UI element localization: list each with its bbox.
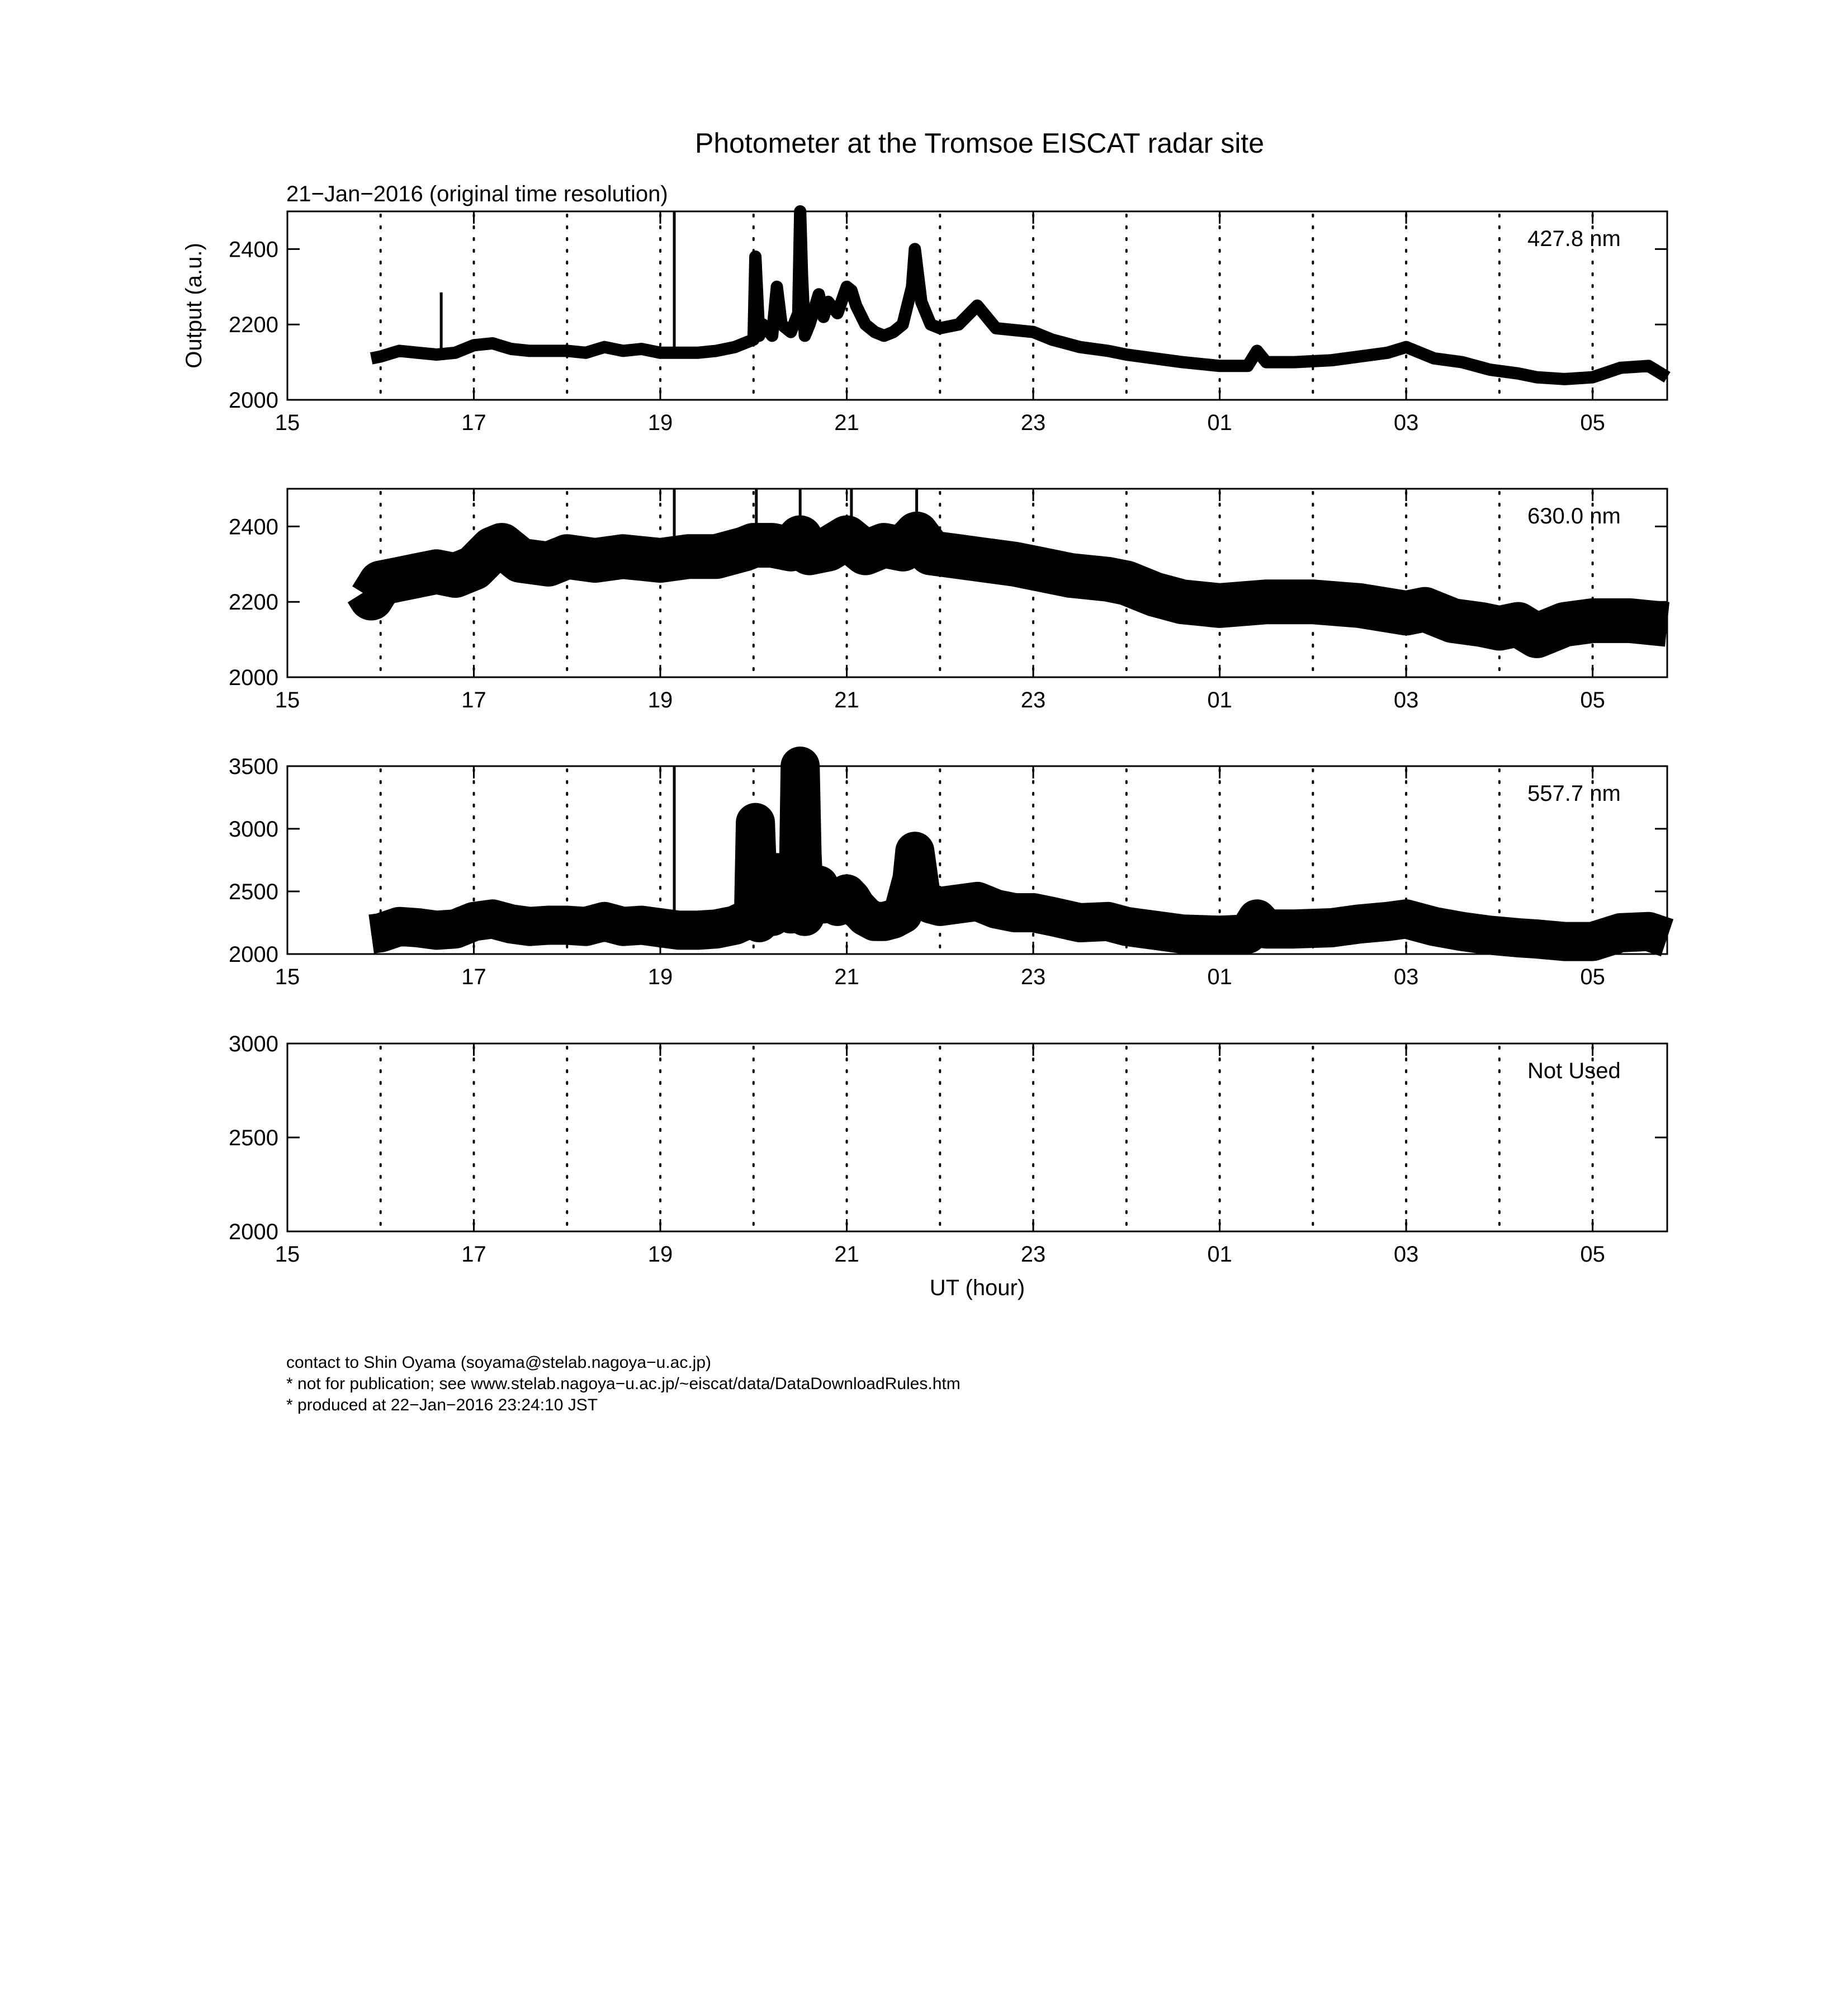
panel-label: Not Used xyxy=(1527,1059,1621,1083)
x-tick-label: 23 xyxy=(1020,965,1046,989)
x-tick-label: 03 xyxy=(1393,965,1419,989)
x-tick-label: 17 xyxy=(461,965,486,989)
x-tick-label: 21 xyxy=(834,965,859,989)
x-tick-label: 17 xyxy=(461,688,486,712)
chart-title: Photometer at the Tromsoe EISCAT radar site xyxy=(694,128,1265,159)
panel-label: 557.7 nm xyxy=(1527,781,1621,806)
y-tick-label: 3000 xyxy=(229,1032,278,1056)
series-line xyxy=(367,534,1667,636)
x-tick-label: 21 xyxy=(834,410,859,435)
chart-subtitle: 21−Jan−2016 (original time resolution) xyxy=(286,182,668,206)
x-tick-label: 21 xyxy=(834,1242,859,1267)
y-tick-label: 2400 xyxy=(229,514,278,540)
x-tick-label: 05 xyxy=(1580,965,1605,989)
y-tick-label: 2200 xyxy=(229,590,278,615)
series-line xyxy=(371,766,1667,942)
x-tick-label: 05 xyxy=(1580,688,1605,712)
x-tick-label: 01 xyxy=(1207,965,1232,989)
y-tick-label: 2200 xyxy=(229,313,278,338)
y-tick-label: 2000 xyxy=(229,942,278,967)
panel-1 xyxy=(182,211,1667,435)
x-tick-label: 15 xyxy=(275,410,300,435)
x-tick-label: 01 xyxy=(1207,410,1232,435)
x-tick-label: 03 xyxy=(1393,1242,1419,1267)
x-tick-label: 17 xyxy=(461,410,486,435)
panel-label: 630.0 nm xyxy=(1527,504,1621,528)
y-tick-label: 2500 xyxy=(229,1126,278,1150)
axes-frame xyxy=(287,1044,1667,1231)
x-tick-label: 19 xyxy=(647,410,673,435)
x-tick-label: 01 xyxy=(1207,688,1232,712)
x-tick-label: 19 xyxy=(647,965,673,989)
panel-3 xyxy=(229,754,1667,989)
x-tick-label: 19 xyxy=(647,1242,673,1267)
x-tick-label: 23 xyxy=(1020,688,1046,712)
x-tick-label: 15 xyxy=(275,688,300,712)
x-tick-label: 05 xyxy=(1580,410,1605,435)
y-tick-label: 2000 xyxy=(229,1220,278,1244)
panel-4 xyxy=(229,1032,1667,1300)
x-tick-label: 23 xyxy=(1020,410,1046,435)
x-tick-label: 17 xyxy=(461,1242,486,1267)
x-tick-label: 15 xyxy=(275,1242,300,1267)
x-tick-label: 19 xyxy=(647,688,673,712)
x-tick-label: 23 xyxy=(1020,1242,1046,1267)
y-tick-label: 3000 xyxy=(229,817,278,842)
x-axis-label: UT (hour) xyxy=(929,1276,1025,1300)
x-tick-label: 03 xyxy=(1393,410,1419,435)
y-tick-label: 2400 xyxy=(229,237,278,262)
panels xyxy=(182,211,1667,1300)
x-tick-label: 01 xyxy=(1207,1242,1232,1267)
footer-produced: * produced at 22−Jan−2016 23:24:10 JST xyxy=(286,1396,598,1414)
panel-label: 427.8 nm xyxy=(1527,226,1621,251)
x-tick-label: 15 xyxy=(275,965,300,989)
y-axis-label: Output (a.u.) xyxy=(182,243,206,369)
footer-rules: * not for publication; see www.stelab.nagoya−u.ac.jp/~eiscat/data/DataDownloadRules.htm xyxy=(286,1375,961,1393)
y-tick-label: 2500 xyxy=(229,880,278,904)
x-tick-label: 03 xyxy=(1393,688,1419,712)
panel-2 xyxy=(229,489,1667,712)
y-tick-label: 3500 xyxy=(229,754,278,779)
y-tick-label: 2000 xyxy=(229,665,278,690)
series-line xyxy=(371,211,1667,379)
y-tick-label: 2000 xyxy=(229,388,278,413)
axes-frame xyxy=(287,489,1667,677)
footer-contact: contact to Shin Oyama (soyama@stelab.nagoya−u.ac.jp) xyxy=(286,1353,712,1372)
x-tick-label: 21 xyxy=(834,688,859,712)
x-tick-label: 05 xyxy=(1580,1242,1605,1267)
